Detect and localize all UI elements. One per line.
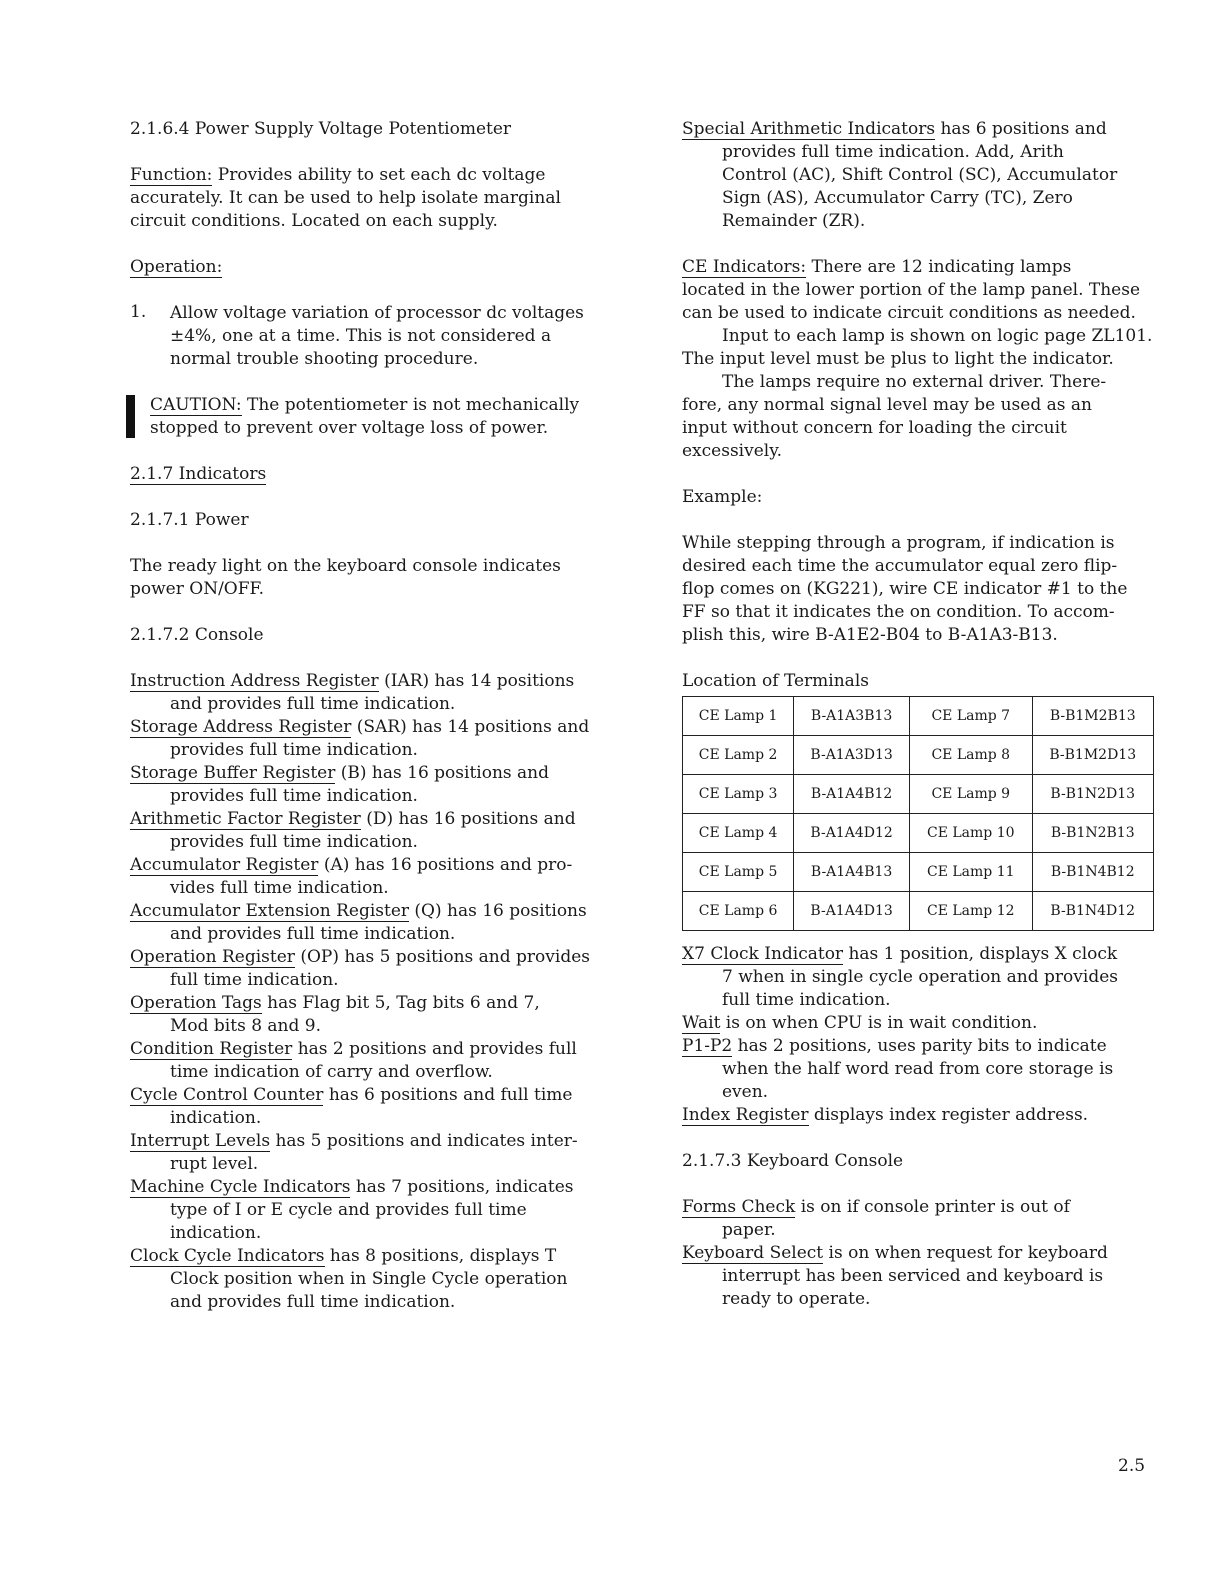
indicator-term: Index Register <box>682 1105 809 1125</box>
table-cell: B-B1M2D13 <box>1032 736 1154 775</box>
ce-text: excessively. <box>682 441 782 461</box>
indicator-term: Clock Cycle Indicators <box>130 1246 325 1266</box>
table-cell: CE Lamp 3 <box>683 775 794 814</box>
indicator-term: Accumulator Register <box>130 855 319 875</box>
indicator-text: time indication of carry and overflow. <box>170 1062 493 1082</box>
p1-p2-indicator <box>682 1035 1172 1104</box>
indicator-entry <box>130 1038 620 1084</box>
example-label: Example: <box>682 487 763 507</box>
indicator-term: Special Arithmetic Indicators <box>682 119 936 139</box>
indicator-text: full time indication. <box>170 970 339 990</box>
table-cell: B-A1A4B13 <box>794 853 910 892</box>
item-number: 1. <box>130 302 147 322</box>
table-cell: CE Lamp 2 <box>683 736 794 775</box>
indicator-entry <box>130 900 620 946</box>
change-bar <box>126 395 135 438</box>
function-paragraph <box>130 164 620 233</box>
indicator-entry <box>130 808 620 854</box>
operation-label: Operation: <box>130 257 223 277</box>
example-paragraph <box>682 532 1172 647</box>
special-arithmetic-indicators <box>682 118 1172 233</box>
indicator-term: Arithmetic Factor Register <box>130 809 361 829</box>
caution-text: The potentiometer is not mechanically <box>241 395 580 415</box>
indicator-term: Instruction Address Register <box>130 671 379 691</box>
caution-note <box>130 394 620 440</box>
table-cell: B-A1A4D13 <box>794 892 910 931</box>
indicator-text: paper. <box>722 1220 776 1240</box>
ce-indicators-paragraph <box>682 256 1172 463</box>
table-cell: CE Lamp 10 <box>910 814 1032 853</box>
table-cell: CE Lamp 5 <box>683 853 794 892</box>
indicator-text: (IAR) has 14 positions <box>378 671 575 691</box>
indicator-term: Wait <box>682 1013 721 1033</box>
table-cell: CE Lamp 12 <box>910 892 1032 931</box>
ce-text: The input level must be plus to light the indicator. <box>682 349 1114 369</box>
indicator-text: (OP) has 5 positions and provides <box>294 947 590 967</box>
indicator-entry <box>130 854 620 900</box>
table-cell: CE Lamp 8 <box>910 736 1032 775</box>
indicator-text: is on if console printer is out of <box>795 1197 1070 1217</box>
operation-item <box>130 302 620 371</box>
table-cell: CE Lamp 9 <box>910 775 1032 814</box>
table-row <box>683 697 1154 736</box>
right-column <box>682 118 1172 1311</box>
indicator-term: Accumulator Extension Register <box>130 901 410 921</box>
ce-text: located in the lower portion of the lamp panel. These <box>682 280 1141 300</box>
indicator-text: provides full time indication. <box>170 740 418 760</box>
indicator-text: Control (AC), Shift Control (SC), Accumulator <box>722 165 1118 185</box>
indicator-term: Storage Address Register <box>130 717 352 737</box>
indicator-text: is on when request for keyboard <box>823 1243 1108 1263</box>
table-cell: CE Lamp 11 <box>910 853 1032 892</box>
indicator-text: has 7 positions, indicates <box>350 1177 574 1197</box>
indicator-text: provides full time indication. Add, Arith <box>722 142 1064 162</box>
function-label: Function: <box>130 165 213 185</box>
indicator-text: (Q) has 16 positions <box>409 901 587 921</box>
table-cell: B-A1A3B13 <box>794 697 910 736</box>
table-cell: B-B1N4D12 <box>1032 892 1154 931</box>
forms-check-indicator <box>682 1196 1172 1242</box>
table-cell: B-A1A4B12 <box>794 775 910 814</box>
indicator-term: Cycle Control Counter <box>130 1085 324 1105</box>
indicator-text: Clock position when in Single Cycle operation <box>170 1269 568 1289</box>
indicator-term: Keyboard Select <box>682 1243 824 1263</box>
table-row <box>683 853 1154 892</box>
page-number: 2.5 <box>1118 1456 1146 1476</box>
indicator-text: (SAR) has 14 positions and <box>351 717 590 737</box>
indicator-entry <box>130 1084 620 1130</box>
table-cell: B-B1N2D13 <box>1032 775 1154 814</box>
indicator-text: indication. <box>170 1223 262 1243</box>
ce-text: input without concern for loading the circuit <box>682 418 1067 438</box>
indicator-term: Operation Tags <box>130 993 262 1013</box>
indicator-text: has Flag bit 5, Tag bits 6 and 7, <box>261 993 540 1013</box>
indicator-entry <box>130 992 620 1038</box>
table-cell: CE Lamp 4 <box>683 814 794 853</box>
item-text: ±4%, one at a time. This is not considered a <box>170 326 552 346</box>
item-text: Allow voltage variation of processor dc voltages <box>170 303 584 323</box>
table-cell: B-A1A4D12 <box>794 814 910 853</box>
function-text: circuit conditions. Located on each supply. <box>130 211 498 231</box>
table-cell: B-B1M2B13 <box>1032 697 1154 736</box>
example-text: desired each time the accumulator equal zero flip- <box>682 556 1118 576</box>
section-heading: 2.1.7.2 Console <box>130 625 264 645</box>
indicator-entry <box>130 1176 620 1245</box>
indicator-text: interrupt has been serviced and keyboard is <box>722 1266 1104 1286</box>
indicator-text: even. <box>722 1082 769 1102</box>
indicator-entry <box>130 1130 620 1176</box>
table-row <box>683 892 1154 931</box>
left-column <box>130 118 620 1314</box>
section-heading: 2.1.6.4 Power Supply Voltage Potentiometer <box>130 119 512 139</box>
ce-text: can be used to indicate circuit conditions as needed. <box>682 303 1136 323</box>
indicator-text: type of I or E cycle and provides full time <box>170 1200 527 1220</box>
indicator-text: has 6 positions and full time <box>323 1085 573 1105</box>
index-register-indicator <box>682 1104 1172 1127</box>
table-row <box>683 814 1154 853</box>
indicator-term: X7 Clock Indicator <box>682 944 844 964</box>
indicator-text: (A) has 16 positions and pro- <box>318 855 573 875</box>
indicator-term: Interrupt Levels <box>130 1131 271 1151</box>
section-heading: 2.1.7.3 Keyboard Console <box>682 1151 904 1171</box>
example-text: While stepping through a program, if indication is <box>682 533 1115 553</box>
function-text: accurately. It can be used to help isolate marginal <box>130 188 561 208</box>
indicator-text: Sign (AS), Accumulator Carry (TC), Zero <box>722 188 1073 208</box>
indicator-entry <box>130 946 620 992</box>
indicator-text: indication. <box>170 1108 262 1128</box>
power-text: The ready light on the keyboard console indicates <box>130 556 561 576</box>
indicator-text: has 2 positions, uses parity bits to indicate <box>732 1036 1107 1056</box>
indicator-text: Remainder (ZR). <box>722 211 866 231</box>
console-indicator-list <box>130 670 620 1314</box>
indicator-entry <box>130 762 620 808</box>
indicator-term: Machine Cycle Indicators <box>130 1177 351 1197</box>
indicator-text: and provides full time indication. <box>170 1292 456 1312</box>
indicator-text: has 8 positions, displays T <box>324 1246 557 1266</box>
caution-label: CAUTION: <box>150 395 242 415</box>
indicator-text: 7 when in single cycle operation and provides <box>722 967 1118 987</box>
example-text: flop comes on (KG221), wire CE indicator #1 to the <box>682 579 1128 599</box>
indicator-text: rupt level. <box>170 1154 259 1174</box>
ce-label: CE Indicators: <box>682 257 807 277</box>
indicator-entry <box>130 670 620 716</box>
indicator-text: when the half word read from core storage is <box>722 1059 1114 1079</box>
indicator-term: Storage Buffer Register <box>130 763 336 783</box>
table-cell: CE Lamp 1 <box>683 697 794 736</box>
item-text: normal trouble shooting procedure. <box>170 349 479 369</box>
indicator-term: P1-P2 <box>682 1036 733 1056</box>
ce-text: fore, any normal signal level may be used as an <box>682 395 1092 415</box>
indicator-text: has 1 position, displays X clock <box>843 944 1118 964</box>
section-heading: 2.1.7.1 Power <box>130 510 249 530</box>
indicator-text: has 5 positions and indicates inter- <box>270 1131 578 1151</box>
terminals-table <box>682 696 1154 931</box>
keyboard-select-indicator <box>682 1242 1172 1311</box>
power-text: power ON/OFF. <box>130 579 265 599</box>
indicator-text: Mod bits 8 and 9. <box>170 1016 322 1036</box>
example-text: plish this, wire B-A1E2-B04 to B-A1A3-B13. <box>682 625 1058 645</box>
indicator-term: Operation Register <box>130 947 295 967</box>
indicator-text: provides full time indication. <box>170 786 418 806</box>
indicator-text: (D) has 16 positions and <box>360 809 576 829</box>
ce-text: Input to each lamp is shown on logic page ZL101. <box>722 326 1153 346</box>
indicator-text: vides full time indication. <box>170 878 389 898</box>
x7-clock-indicator <box>682 943 1172 1012</box>
indicator-text: and provides full time indication. <box>170 924 456 944</box>
indicator-entry <box>130 1245 620 1314</box>
table-cell: CE Lamp 6 <box>683 892 794 931</box>
indicator-text: full time indication. <box>722 990 891 1010</box>
ce-text: There are 12 indicating lamps <box>806 257 1072 277</box>
table-cell: B-A1A3D13 <box>794 736 910 775</box>
indicator-text: displays index register address. <box>808 1105 1089 1125</box>
indicator-text: (B) has 16 positions and <box>335 763 549 783</box>
table-cell: B-B1N4B12 <box>1032 853 1154 892</box>
indicator-term: Forms Check <box>682 1197 796 1217</box>
indicator-text: has 6 positions and <box>935 119 1107 139</box>
power-paragraph <box>130 555 620 601</box>
indicator-text: ready to operate. <box>722 1289 871 1309</box>
indicator-text: is on when CPU is in wait condition. <box>720 1013 1038 1033</box>
ce-text: The lamps require no external driver. There- <box>722 372 1107 392</box>
table-cell: CE Lamp 7 <box>910 697 1032 736</box>
wait-indicator <box>682 1012 1172 1035</box>
indicator-entry <box>130 716 620 762</box>
indicator-text: has 2 positions and provides full <box>292 1039 577 1059</box>
caution-text: stopped to prevent over voltage loss of power. <box>150 418 549 438</box>
indicator-term: Condition Register <box>130 1039 293 1059</box>
table-row <box>683 775 1154 814</box>
function-text: Provides ability to set each dc voltage <box>212 165 546 185</box>
table-row <box>683 736 1154 775</box>
section-heading: 2.1.7 Indicators <box>130 464 267 484</box>
table-cell: B-B1N2B13 <box>1032 814 1154 853</box>
indicator-text: provides full time indication. <box>170 832 418 852</box>
indicator-text: and provides full time indication. <box>170 694 456 714</box>
table-title: Location of Terminals <box>682 671 869 691</box>
example-text: FF so that it indicates the on condition. To accom- <box>682 602 1115 622</box>
